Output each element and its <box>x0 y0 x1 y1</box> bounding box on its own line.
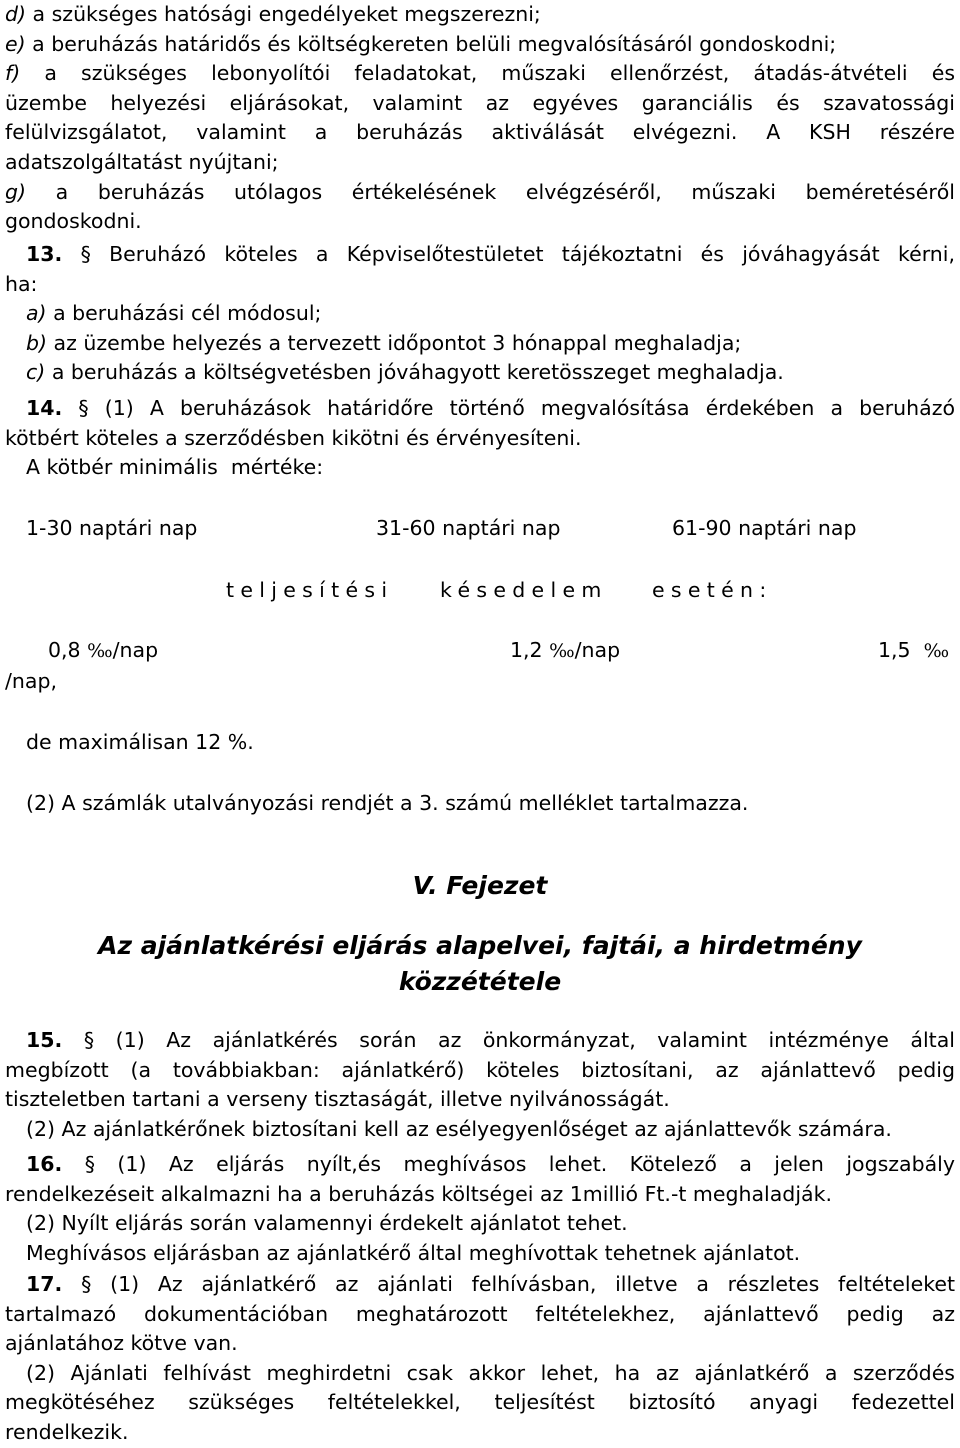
paragraph-16 <box>5 1150 955 1268</box>
p15-sub2: (2) Az ajánlatkérőnek biztosítani kell az esélyegyenlőséget az ajánlattevők számára. <box>26 1116 892 1141</box>
p17-sub2-line1: (2) Ajánlati felhívást meghirdetni csak akkor lehet, ha az ajánlatkérő a szerződés <box>26 1360 955 1385</box>
paragraph-13 <box>5 240 955 388</box>
p15-line2: megbízott (a továbbiakban: ajánlatkérő) köteles biztosítani, az ajánlattevő pedig <box>5 1057 955 1082</box>
column-label-2: 31-60 naptári nap <box>376 516 561 540</box>
p13-line1: 13. § Beruházó köteles a Képviselőtestületet tájékoztatni és jóváhagyását kérni, <box>26 242 955 266</box>
paragraph-17 <box>5 1270 955 1448</box>
item-g-line1: g) a beruházás utólagos értékelésének elvégzéséről, műszaki beméretéséről <box>5 179 955 204</box>
rate-3: 1,5 ‰ <box>878 638 950 662</box>
p16-sub2: (2) Nyílt eljárás során valamennyi érdekelt ajánlatot tehet. <box>26 1211 628 1236</box>
paragraph-14 <box>5 394 955 483</box>
item-f-line2: üzembe helyezési eljárásokat, valamint az egyéves garanciális és szavatossági <box>5 90 955 115</box>
permille-sign: ‰ <box>549 640 575 662</box>
p13-item-b: b) az üzembe helyezés a tervezett időpontot 3 hónappal meghaladja; <box>26 330 742 355</box>
rate-2: 1,2 ‰/nap <box>510 638 621 662</box>
permille-sign: ‰ <box>923 640 950 662</box>
p16-line2: rendelkezéseit alkalmazni ha a beruházás költségei az 1millió Ft.-t meghaladják. <box>5 1181 832 1206</box>
spaced-word-1: teljesítési <box>226 578 394 602</box>
section-sign: § <box>83 1028 95 1052</box>
item-f-line4: adatszolgáltatást nyújtani; <box>5 149 279 174</box>
list-top <box>5 0 955 237</box>
p14-line1: 14. § (1) A beruházások határidőre történő megvalósítása érdekében a beruházó <box>26 396 955 420</box>
section-sign: § <box>81 1272 92 1296</box>
section-sign: § <box>78 396 89 420</box>
rate-1: 0,8 ‰/nap <box>48 638 159 662</box>
p16-sub3: Meghívásos eljárásban az ajánlatkérő által meghívottak tehetnek ajánlatot. <box>26 1240 801 1265</box>
p17-sub2-line2: megkötéséhez szükséges feltételekkel, teljesítést biztosító anyagi fedezettel <box>5 1390 955 1415</box>
rate-3-tail: /nap, <box>5 669 57 693</box>
p17-line2: tartalmazó dokumentációban meghatározott feltételekhez, ajánlattevő pedig az <box>5 1301 955 1326</box>
item-f-line3: felülvizsgálatot, valamint a beruházás aktiválását elvégezni. A KSH részére <box>5 120 955 145</box>
paragraph-15 <box>5 1026 955 1144</box>
p14-kotber: A kötbér minimális mértéke: <box>26 455 324 480</box>
p13-line2: ha: <box>5 271 38 296</box>
item-f-line1: f) a szükséges lebonyolítói feladatokat, műszaki ellenőrzést, átadás-átvételi és <box>5 61 955 86</box>
p13-item-a: a) a beruházási cél módosul; <box>26 301 322 326</box>
p15-line3: tiszteletben tartani a verseny tisztaságát, illetve nyilvánosságát. <box>5 1087 670 1112</box>
chapter-title-line1: Az ajánlatkérési eljárás alapelvei, fajtái, a hirdetmény <box>98 931 862 960</box>
item-d: d) a szükséges hatósági engedélyeket megszerezni; <box>5 2 541 26</box>
chapter-number: V. Fejezet <box>412 871 548 900</box>
p16-line1: 16. § (1) Az eljárás nyílt,és meghívásos lehet. Kötelező a jelen jogszabály <box>26 1152 955 1176</box>
item-g-line2: gondoskodni. <box>5 209 142 234</box>
section-sign: § <box>84 1152 95 1176</box>
maximum-text: de maximálisan 12 %. <box>26 730 254 754</box>
p17-line3: ajánlatához kötve van. <box>5 1331 238 1356</box>
p17-line1: 17. § (1) Az ajánlatkérő az ajánlati felhívásban, illetve a részletes feltételeket <box>26 1272 955 1296</box>
permille-sign: ‰ <box>87 640 113 662</box>
p14-sub2: (2) A számlák utalványozási rendjét a 3. számú melléklet tartalmazza. <box>26 791 749 815</box>
spaced-word-2: késedelem <box>440 578 608 602</box>
column-label-1: 1-30 naptári nap <box>26 516 198 540</box>
p15-line1: 15. § (1) Az ajánlatkérés során az önkormányzat, valamint intézménye által <box>26 1028 955 1052</box>
column-label-3: 61-90 naptári nap <box>672 516 857 540</box>
item-e: e) a beruházás határidős és költségkereten belüli megvalósításáról gondoskodni; <box>5 31 837 56</box>
p13-item-c: c) a beruházás a költségvetésben jóváhagyott keretösszeget meghaladja. <box>26 360 784 385</box>
spaced-word-3: esetén: <box>652 578 773 602</box>
p17-sub2-line3: rendelkezik. <box>5 1419 129 1444</box>
section-sign: § <box>80 242 91 266</box>
chapter-title-line2: közzététele <box>398 967 562 996</box>
p14-line2: kötbért köteles a szerződésben kikötni és érvényesíteni. <box>5 425 582 450</box>
